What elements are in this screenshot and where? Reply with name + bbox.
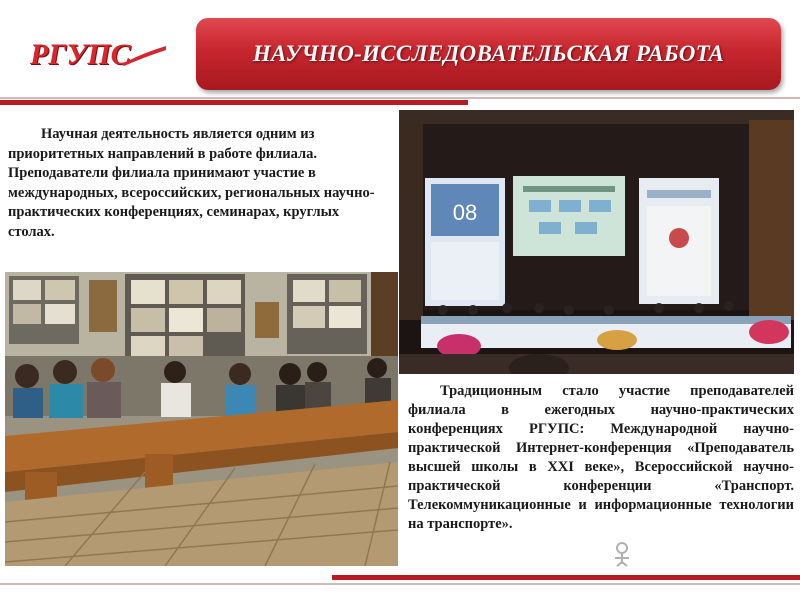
top-divider xyxy=(0,100,468,105)
bottom-divider-thin xyxy=(0,583,800,585)
page-title: НАУЧНО-ИССЛЕДОВАТЕЛЬСКАЯ РАБОТА xyxy=(252,41,725,66)
intro-paragraph xyxy=(8,125,380,242)
intro-text: Научная деятельность является одним из приоритетных направлений в работе филиала. Преподаватели филиала принимают участие в международных, всероссийских, региональных научно-практических конференциях, семинарах, круглых столах. xyxy=(8,126,375,240)
top-divider-thin xyxy=(0,97,800,99)
conference-paragraph xyxy=(408,382,794,534)
logo-text: РГУПС xyxy=(30,38,131,71)
watermark-icon xyxy=(610,538,770,568)
conference-photo xyxy=(399,110,794,374)
header-banner xyxy=(196,18,781,90)
conference-text: Традиционным стало участие преподавателей филиала в ежегодных научно-практических конференциях РГУПС: Международной научно-практической Интернет-конференция «Преподаватель высшей школы в XXI веке», Всероссийской научно-практической конференции «Транспорт. Телекоммуникационные и информационные технологии на транспорте». xyxy=(408,383,794,532)
conference-photo-drawing xyxy=(399,110,794,374)
classroom-photo-drawing xyxy=(5,272,398,566)
watermark-logo xyxy=(610,538,770,568)
bottom-divider xyxy=(332,575,800,580)
classroom-photo xyxy=(5,272,398,566)
svg-text:08: 08 xyxy=(452,200,478,225)
logo-swoosh-icon xyxy=(120,44,168,68)
